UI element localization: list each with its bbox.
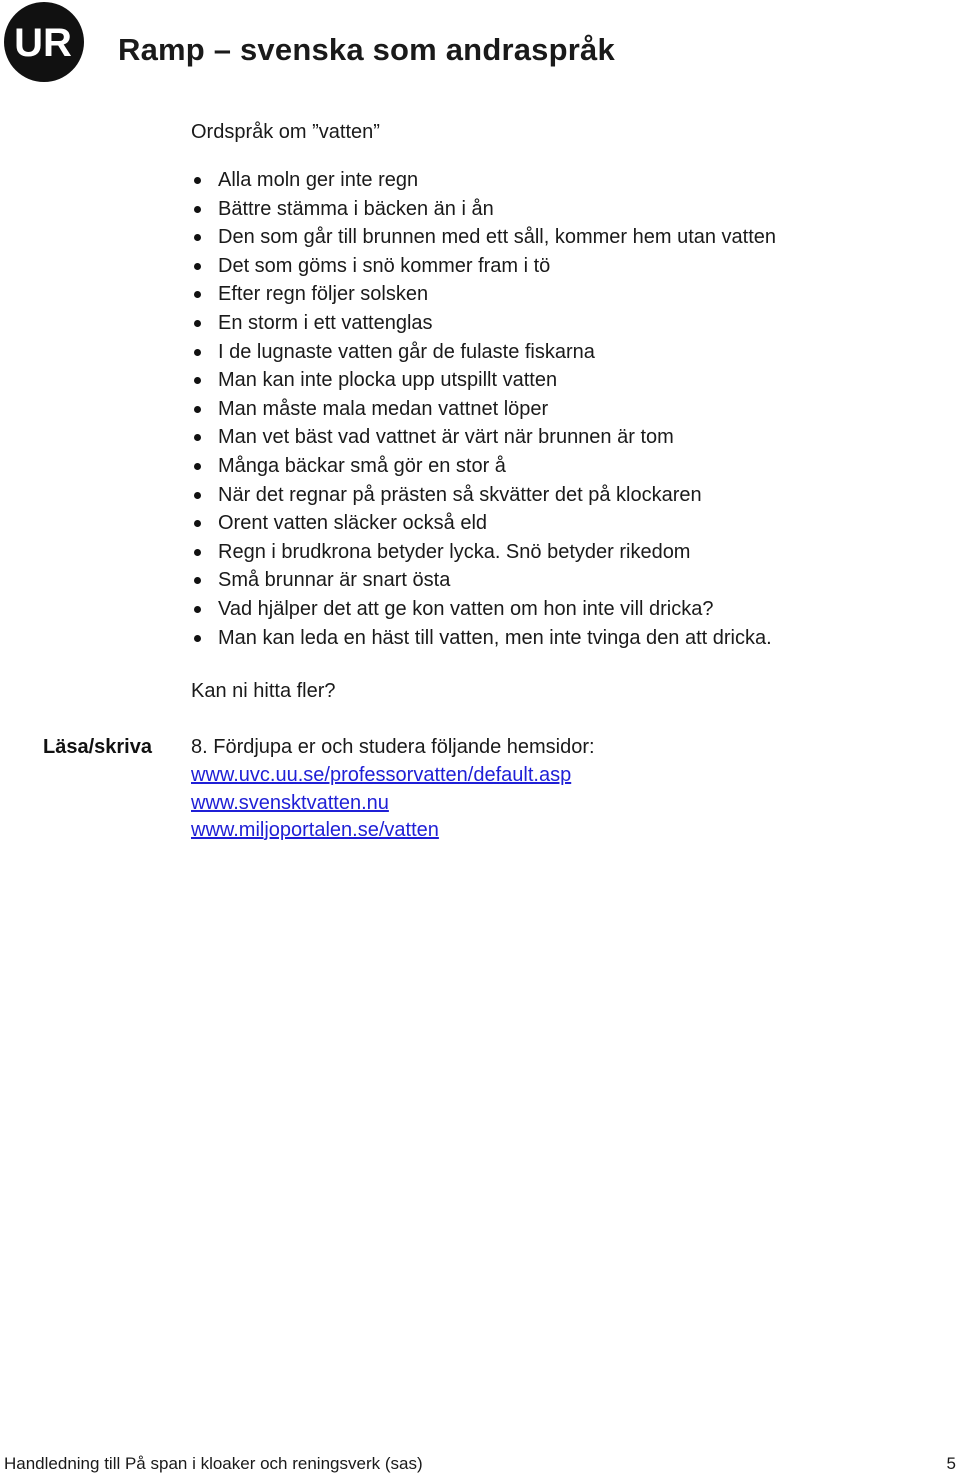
list-item (191, 223, 776, 252)
bullet-icon (194, 520, 201, 527)
list-item (191, 395, 776, 424)
bullet-icon (194, 434, 201, 441)
list-item-text: Regn i brudkrona betyder lycka. Snö betyder rikedom (218, 540, 691, 563)
page-number: 5 (946, 1454, 956, 1473)
section-heading: Ordspråk om ”vatten” (191, 121, 380, 143)
website-link[interactable]: www.miljoportalen.se/vatten (191, 819, 439, 841)
bullet-icon (194, 492, 201, 499)
list-item-text: I de lugnaste vatten går de fulaste fiskarna (218, 340, 595, 363)
list-item (191, 624, 776, 653)
website-link[interactable]: www.svensktvatten.nu (191, 791, 389, 814)
list-item-text: Man måste mala medan vattnet löper (218, 397, 549, 420)
bullet-icon (194, 234, 201, 241)
list-item (191, 509, 776, 538)
logo-text: UR (14, 21, 72, 65)
list-item (191, 166, 776, 195)
list-item (191, 566, 776, 595)
bullet-icon (194, 320, 201, 327)
side-label: Läsa/skriva (43, 736, 152, 758)
footer-text: Handledning till På span i kloaker och reningsverk (sas) (4, 1454, 423, 1473)
bullet-icon (194, 206, 201, 213)
question-text: Kan ni hitta fler? (191, 680, 336, 702)
bullet-icon (194, 263, 201, 270)
list-item-text: Man kan inte plocka upp utspillt vatten (218, 369, 558, 392)
website-link[interactable]: www.uvc.uu.se/professorvatten/default.asp (191, 764, 572, 786)
list-item-text: Man kan leda en häst till vatten, men inte tvinga den att dricka. (218, 626, 772, 649)
bullet-icon (194, 349, 201, 356)
list-item (191, 309, 776, 338)
list-item (191, 252, 776, 281)
list-item-text: Orent vatten släcker också eld (218, 512, 488, 535)
bullet-icon (194, 606, 201, 613)
bullet-icon (194, 406, 201, 413)
list-item (191, 538, 776, 567)
list-item-text: Små brunnar är snart östa (218, 569, 451, 592)
list-item (191, 338, 776, 367)
list-item (191, 280, 776, 309)
bullet-icon (194, 291, 201, 298)
list-item-text: Många bäckar små gör en stor å (218, 454, 506, 477)
bullet-icon (194, 549, 201, 556)
proverb-list (191, 166, 776, 652)
bullet-icon (194, 463, 201, 470)
bullet-icon (194, 635, 201, 642)
task-text: 8. Fördjupa er och studera följande hemsidor: (191, 736, 595, 758)
bullet-icon (194, 377, 201, 384)
list-item-text: Den som går till brunnen med ett såll, kommer hem utan vatten (218, 226, 777, 249)
list-item (191, 595, 776, 624)
list-item-text: När det regnar på prästen så skvätter det på klockaren (218, 483, 702, 506)
page-title: Ramp – svenska som andraspråk (118, 32, 615, 67)
list-item-text: Bättre stämma i bäcken än i ån (218, 197, 494, 220)
list-item (191, 481, 776, 510)
list-item (191, 452, 776, 481)
list-item-text: En storm i ett vattenglas (218, 311, 433, 334)
link-list (191, 762, 571, 845)
list-item-text: Vad hjälper det att ge kon vatten om hon inte vill dricka? (218, 597, 714, 620)
list-item-text: Man vet bäst vad vattnet är värt när brunnen är tom (218, 426, 674, 449)
list-item-text: Alla moln ger inte regn (218, 169, 419, 191)
list-item (191, 195, 776, 224)
bullet-icon (194, 577, 201, 584)
list-item-text: Det som göms i snö kommer fram i tö (218, 254, 551, 277)
list-item-text: Efter regn följer solsken (218, 283, 429, 306)
list-item (191, 423, 776, 452)
bullet-icon (194, 177, 201, 184)
list-item (191, 366, 776, 395)
ur-logo (4, 2, 84, 82)
